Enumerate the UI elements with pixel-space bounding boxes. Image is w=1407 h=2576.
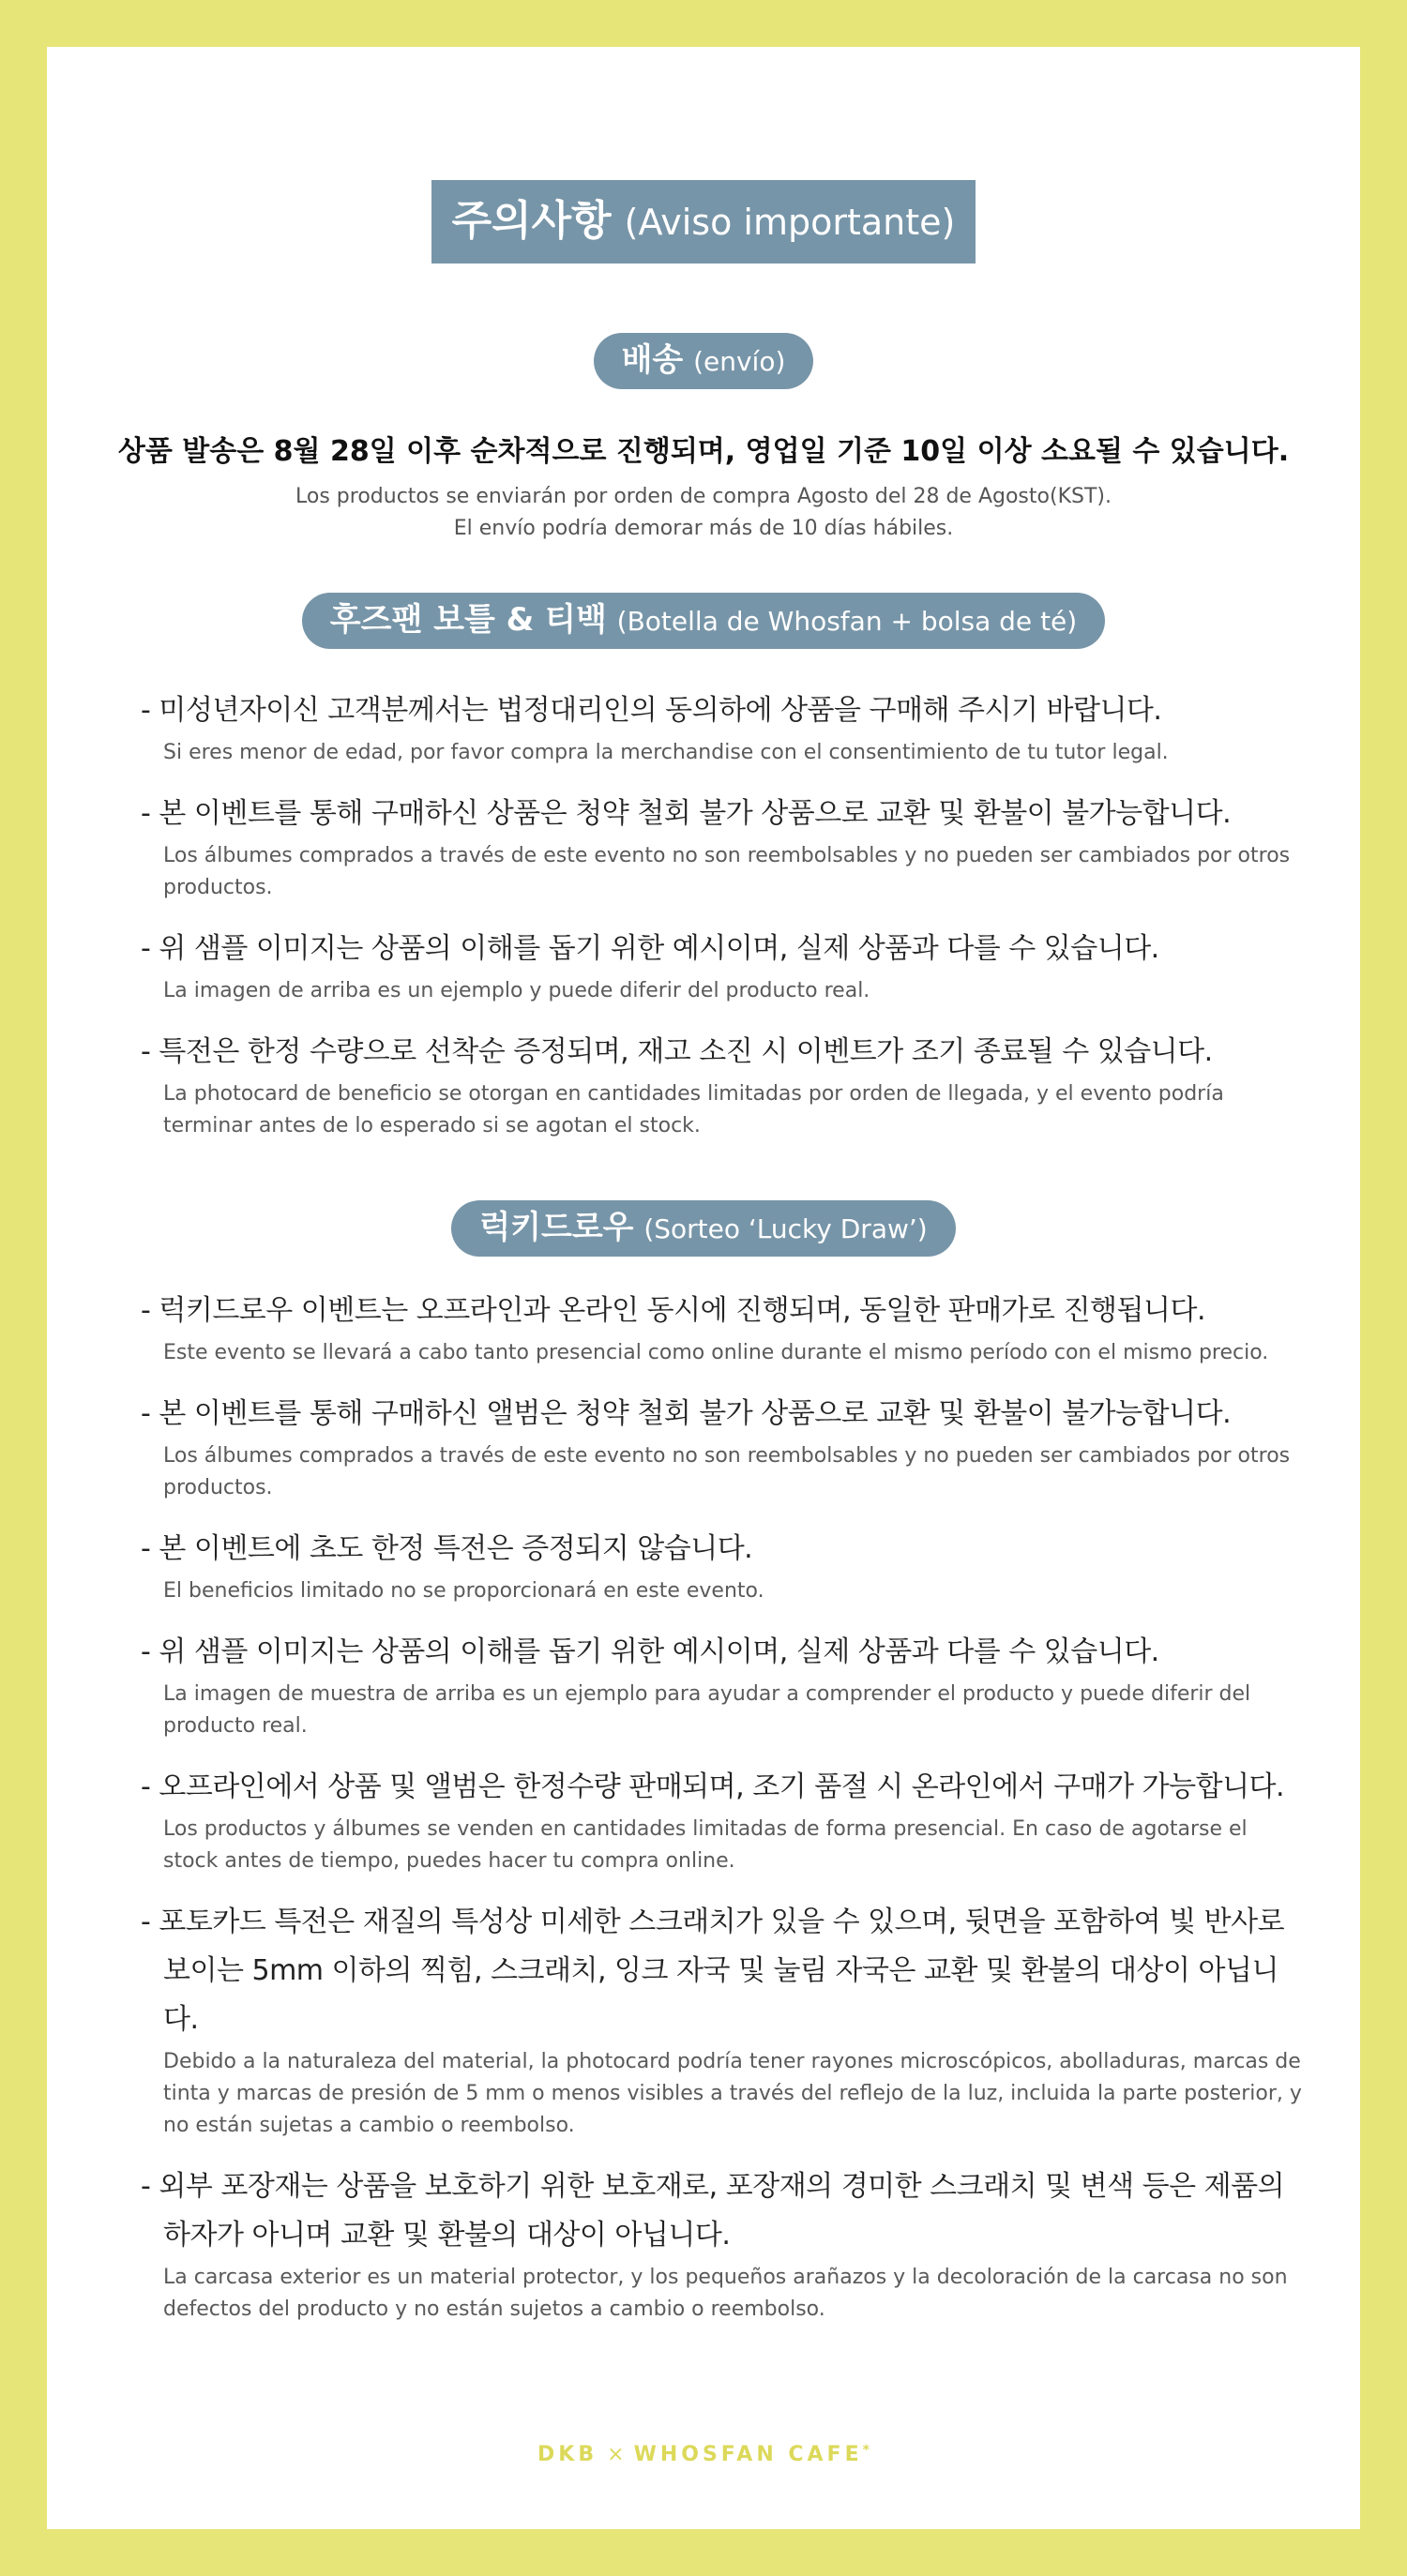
list-item <box>141 1287 1304 1369</box>
shipping-main-es <box>47 481 1360 545</box>
bottle-title-es: (Botella de Whosfan + bolsa de té) <box>616 606 1078 637</box>
logo-separator: × <box>607 2443 625 2466</box>
notice-ko: - 본 이벤트를 통해 구매하신 상품은 청약 철회 불가 상품으로 교환 및 환불이 불가능합니다. <box>141 797 1232 830</box>
main-title-es: (Aviso importante) <box>624 202 956 243</box>
notice-ko: - 특전은 한정 수량으로 선착순 증정되며, 재고 소진 시 이벤트가 조기 종료될 수 있습니다. <box>141 1035 1213 1068</box>
lucky-title-ko: 럭키드로우 <box>479 1209 634 1246</box>
notice-es: Los álbumes comprados a través de este evento no son reembolsables y no pueden ser cambiados por otros productos. <box>163 1444 1291 1499</box>
notice-ko: - 본 이벤트에 초도 한정 특전은 증정되지 않습니다. <box>141 1532 753 1565</box>
notice-ko: - 오프라인에서 상품 및 앨범은 한정수량 판매되며, 조기 품절 시 온라인에서 구매가 가능합니다. <box>141 1770 1285 1803</box>
lucky-title-es: (Sorteo ‘Lucky Draw’) <box>643 1213 928 1244</box>
notice-es: Este evento se llevará a cabo tanto presencial como online durante el mismo período con el mismo precio. <box>163 1341 1269 1364</box>
notice-es: Los productos y álbumes se venden en cantidades limitadas de forma presencial. En caso de agotarse el stock antes de tiempo, puedes hacer tu compra online. <box>163 1817 1248 1873</box>
notice-es: La carcasa exterior es un material protector, y los pequeños arañazos y la decoloración de la carcasa no son defectos del producto y no están sujetos a cambio o reembolso. <box>163 2266 1288 2321</box>
lucky-pill <box>451 1200 955 1257</box>
list-item <box>141 925 1304 1007</box>
lucky-section-header <box>47 1200 1360 1257</box>
notice-es: La imagen de muestra de arriba es un ejemplo para ayudar a comprender el producto y puede diferir del producto real. <box>163 1682 1251 1738</box>
notice-ko: - 본 이벤트를 통해 구매하신 앨범은 청약 철회 불가 상품으로 교환 및 환불이 불가능합니다. <box>141 1397 1232 1430</box>
logo-star-icon: * <box>862 2443 870 2458</box>
bottle-notice-list <box>141 686 1304 1163</box>
notice-ko: - 럭키드로우 이벤트는 오프라인과 온라인 동시에 진행되며, 동일한 판매가로 진행됩니다. <box>141 1294 1206 1327</box>
list-item <box>141 1628 1304 1742</box>
notice-page <box>47 47 1360 2529</box>
list-item <box>141 1898 1304 2142</box>
notice-ko: - 미성년자이신 고객분께서는 법정대리인의 동의하에 상품을 구매해 주시기 바랍니다. <box>141 694 1162 727</box>
shipping-title-ko: 배송 <box>621 341 684 379</box>
notice-ko: - 위 샘플 이미지는 상품의 이해를 돕기 위한 예시이며, 실제 상품과 다를 수 있습니다. <box>141 1635 1159 1668</box>
notice-es: El beneficios limitado no se proporcionará en este evento. <box>163 1579 764 1603</box>
list-item <box>141 2162 1304 2326</box>
bottle-section-header <box>47 593 1360 649</box>
list-item <box>141 1028 1304 1142</box>
bottle-title-ko: 후즈팬 보틀 & 티백 <box>329 601 607 639</box>
list-item <box>141 1390 1304 1504</box>
list-item <box>141 790 1304 904</box>
main-title-wrap <box>47 180 1360 264</box>
notice-ko: - 외부 포장재는 상품을 보호하기 위한 보호재로, 포장재의 경미한 스크래치 및 변색 등은 제품의 하자가 아니며 교환 및 환불의 대상이 아닙니다. <box>141 2170 1285 2252</box>
logo-whosfan-cafe: WHOSFAN CAFE <box>633 2443 863 2466</box>
footer-logo <box>47 2443 1360 2466</box>
lucky-notice-list <box>141 1287 1304 2346</box>
notice-es: Debido a la naturaleza del material, la photocard podría tener rayones microscópicos, abolladuras, marcas de tinta y marcas de presión de 5 mm o menos visibles a través del reflejo de la luz, incluida la parte posterior, y no están sujetas a cambio o reembolso. <box>163 2050 1302 2137</box>
bottle-pill <box>302 593 1105 649</box>
notice-ko: - 위 샘플 이미지는 상품의 이해를 돕기 위한 예시이며, 실제 상품과 다를 수 있습니다. <box>141 932 1159 965</box>
list-item <box>141 686 1304 769</box>
notice-es: Si eres menor de edad, por favor compra la merchandise con el consentimiento de tu tutor legal. <box>163 741 1169 764</box>
main-title-badge <box>431 180 976 264</box>
notice-es: La photocard de beneficio se otorgan en cantidades limitadas por orden de llegada, y el evento podría terminar antes de lo esperado si se agotan el stock. <box>163 1082 1224 1137</box>
shipping-es-line-1: Los productos se enviarán por orden de compra Agosto del 28 de Agosto(KST). <box>295 485 1112 508</box>
notice-ko: - 포토카드 특전은 재질의 특성상 미세한 스크래치가 있을 수 있으며, 뒷면을 포함하여 빛 반사로 보이는 5mm 이하의 찍힘, 스크래치, 잉크 자국 및 눌림 자국은 교환 및 환불의 대상이 아닙니다. <box>141 1906 1285 2036</box>
shipping-es-line-2: El envío podría demorar más de 10 días hábiles. <box>453 517 954 540</box>
list-item <box>141 1763 1304 1877</box>
shipping-section-header <box>47 333 1360 389</box>
shipping-main-ko: 상품 발송은 8월 28일 이후 순차적으로 진행되며, 영업일 기준 10일 이상 소요될 수 있습니다. <box>117 435 1290 468</box>
main-title-ko: 주의사항 <box>451 197 612 245</box>
shipping-pill <box>594 333 814 389</box>
notice-es: Los álbumes comprados a través de este evento no son reembolsables y no pueden ser cambiados por otros productos. <box>163 844 1291 899</box>
list-item <box>141 1525 1304 1607</box>
logo-dkb: DKB <box>537 2443 598 2466</box>
notice-es: La imagen de arriba es un ejemplo y puede diferir del producto real. <box>163 979 870 1002</box>
shipping-title-es: (envío) <box>693 346 786 377</box>
